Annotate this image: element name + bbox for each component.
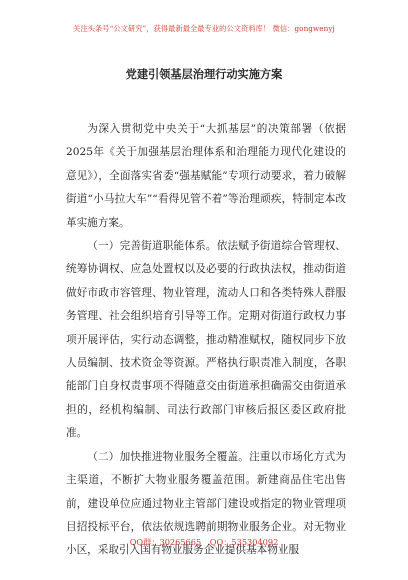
header-promo-text: 关注头条号“公文研究”，获得最新最全最专业的公文资料库！	[73, 24, 271, 33]
footer-contact	[0, 537, 408, 548]
paragraph-section-1: （一）完善街道职能体系。依法赋予街道综合管理权、统筹协调权、应急处置权以及必要的行政执法权，推动街道做好市政市容管理、物业管理，流动人口和各类特殊人群服务管理、社会组织培育引导等工作。定期对街道行政权力事项开展评估，实行动态调整，推动精准赋权，随权同步下放人员编制、技术资金等资源。严格执行职责准入制度，各职能部门自身权责事项不得随意交由街道承担确需交由街道承担的，经机构编制、司法行政部门审核后报区委区政府批准。	[66, 240, 346, 440]
document-body	[66, 118, 346, 563]
footer-qq: QQ：535304092	[209, 537, 279, 547]
footer-qq-group: QQ群：30265665	[129, 537, 202, 547]
paragraph-intro: 为深入贯彻党中央关于“大抓基层”的决策部署（依据2025年《关于加强基层治理体系和治理能力现代化建设的意见》），全面落实省委“强基赋能”专项行动要求，着力破解街道“小马拉大车”“看得见管不着”等治理顽疾，特制定本改革实施方案。	[66, 123, 346, 229]
document-title: 党建引领基层治理行动实施方案	[125, 67, 283, 81]
paragraph-section-2: （二）加快推进物业服务全覆盖。注重以市场化方式为主渠道，不断扩大物业服务覆盖范围。新建商品住宅出售前，建设单位应通过物业主管部门建设或指定的物业管理项目招投标平台，依法依规选聘前期物业服务企业。对无物业小区，采取引入国有物业服务企业提供基本物业服	[66, 450, 346, 557]
header-wechat-text: 微信：gongwenyj	[272, 24, 335, 33]
header-banner	[0, 24, 408, 34]
